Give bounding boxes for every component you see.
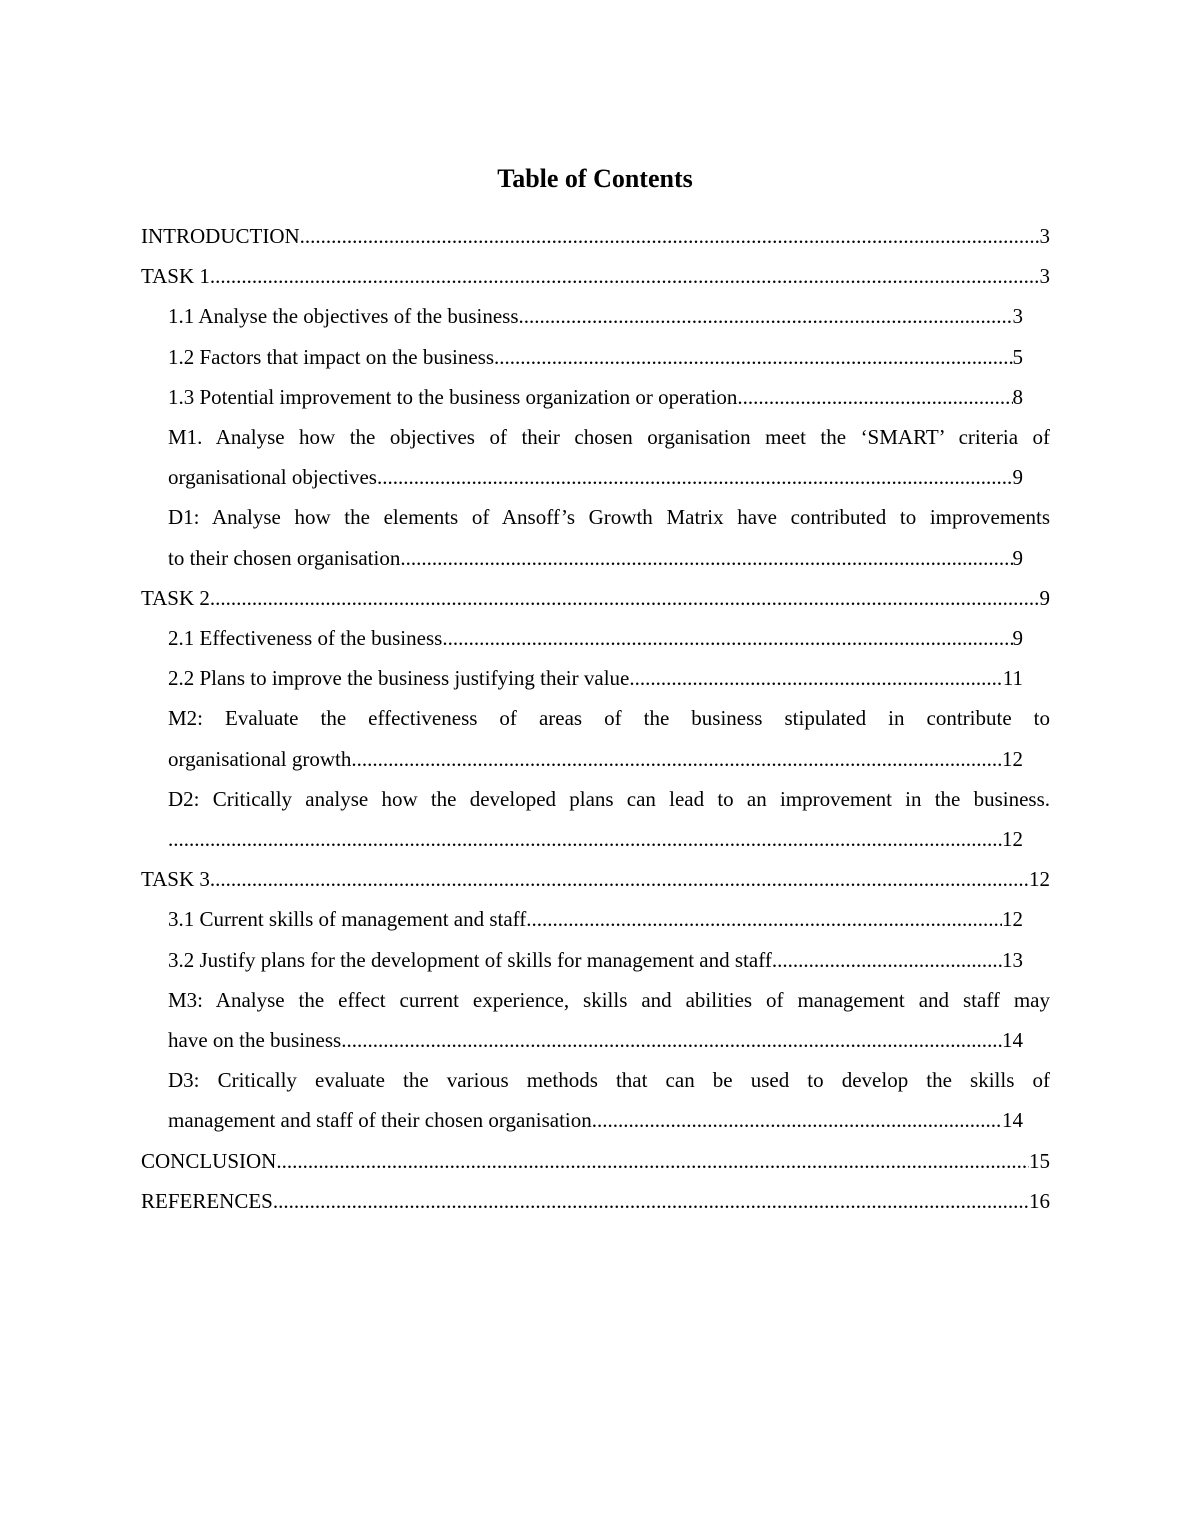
toc-page-number: 12 (1002, 827, 1023, 852)
toc-page-number: 12 (1002, 746, 1023, 771)
toc-leader-dots (300, 216, 1040, 256)
toc-entry-label: 2.2 Plans to improve the business justifying their value (168, 666, 630, 691)
toc-page-number: 16 (1029, 1188, 1050, 1213)
toc-leader-dots (210, 859, 1029, 899)
toc-entry-d2[interactable] (168, 779, 1050, 859)
toc-page-number: 13 (1002, 947, 1023, 972)
toc-leader-dots (210, 578, 1040, 618)
toc-entry-d1[interactable] (168, 497, 1050, 577)
toc-page-number: 9 (1012, 465, 1023, 490)
toc-entry-2-2[interactable] (168, 658, 1023, 698)
toc-entry-task1[interactable] (141, 256, 1050, 296)
toc-page-number: 11 (1002, 666, 1023, 691)
toc-leader-dots (629, 658, 1002, 698)
toc-entry-label: M1. Analyse how the objectives of their chosen organisation meet the ‘SMART’ criteria of (168, 425, 1050, 450)
toc-entry-3-2[interactable] (168, 940, 1023, 980)
toc-leader-dots (592, 1100, 1002, 1140)
toc-entry-m2[interactable] (168, 698, 1050, 778)
toc-entry-2-1[interactable] (168, 618, 1023, 658)
toc-leader-dots (210, 256, 1040, 296)
toc-entry-m1[interactable] (168, 417, 1050, 497)
toc-leader-dots (351, 739, 1002, 779)
toc-entry-1-3[interactable] (168, 377, 1023, 417)
toc-entry-introduction[interactable] (141, 216, 1050, 256)
toc-entry-label: 3.1 Current skills of management and staff (168, 907, 527, 932)
toc-entry-label: D2: Critically analyse how the developed plans can lead to an improvement in the business. (168, 786, 1050, 811)
toc-leader-dots (341, 1020, 1002, 1060)
toc-entry-label: D1: Analyse how the elements of Ansoff’s Growth Matrix have contributed to improvements (168, 505, 1050, 530)
toc-entry-label: 2.1 Effectiveness of the business (168, 626, 443, 651)
toc-entry-label: 1.3 Potential improvement to the business organization or operation (168, 384, 738, 409)
toc-title: Table of Contents (497, 164, 693, 193)
toc-leader-dots (772, 940, 1002, 980)
toc-entry-label-continued: organisational objectives (168, 465, 377, 490)
toc-page-number: 12 (1029, 867, 1050, 892)
toc-entry-label-continued: to their chosen organisation (168, 545, 401, 570)
toc-entry-d3[interactable] (168, 1060, 1050, 1140)
toc-entry-1-2[interactable] (168, 337, 1023, 377)
toc-leader-dots (276, 1141, 1029, 1181)
toc-entry-label: TASK 1 (141, 264, 210, 289)
toc-leader-dots (377, 457, 1013, 497)
toc-entry-label: INTRODUCTION (141, 224, 300, 248)
toc-leader-dots (519, 296, 1013, 336)
toc-entry-label: 1.2 Factors that impact on the business (168, 344, 495, 369)
toc-entry-label-continued: have on the business (168, 1028, 342, 1053)
toc-page-number: 9 (1039, 585, 1050, 610)
toc-entry-label: M2: Evaluate the effectiveness of areas of the business stipulated in contribute to (168, 706, 1050, 731)
toc-entry-label: D3: Critically evaluate the various methods that can be used to develop the skills of (168, 1068, 1050, 1093)
toc-page-number: 15 (1029, 1148, 1050, 1173)
toc-entry-label: M3: Analyse the effect current experience, skills and abilities of management and staff may (168, 987, 1050, 1012)
toc-entry-label-continued: organisational growth (168, 746, 352, 771)
toc-leader-dots (737, 377, 1012, 417)
toc-entry-m3[interactable] (168, 980, 1050, 1060)
toc-entry-label: TASK 2 (141, 585, 210, 610)
toc-page-number: 9 (1012, 626, 1023, 651)
toc-entry-label: REFERENCES (141, 1188, 273, 1213)
toc-leader-dots (168, 819, 1002, 859)
toc-entry-task3[interactable] (141, 859, 1050, 899)
table-of-contents (141, 216, 1050, 1221)
toc-entry-task2[interactable] (141, 578, 1050, 618)
toc-page-number: 12 (1002, 907, 1023, 932)
toc-entry-conclusion[interactable] (141, 1141, 1050, 1181)
toc-page-number: 8 (1012, 384, 1023, 409)
toc-leader-dots (273, 1181, 1029, 1221)
toc-page-number: 3 (1039, 264, 1050, 289)
toc-entry-3-1[interactable] (168, 899, 1023, 939)
toc-entry-1-1[interactable] (168, 296, 1023, 336)
toc-entry-label: TASK 3 (141, 867, 210, 892)
toc-page-number: 5 (1012, 344, 1023, 369)
toc-leader-dots (400, 538, 1012, 578)
toc-page-number: 14 (1002, 1108, 1023, 1133)
toc-entry-label: CONCLUSION (141, 1148, 277, 1173)
toc-page-number: 3 (1039, 224, 1050, 248)
toc-entry-label: 1.1 Analyse the objectives of the business (168, 304, 519, 329)
toc-page-number: 3 (1012, 304, 1023, 329)
toc-entry-label-continued: management and staff of their chosen organisation (168, 1108, 592, 1133)
toc-leader-dots (494, 337, 1012, 377)
toc-leader-dots (526, 899, 1002, 939)
toc-leader-dots (442, 618, 1012, 658)
toc-page-number: 14 (1002, 1028, 1023, 1053)
toc-entry-references[interactable] (141, 1181, 1050, 1221)
toc-entry-label: 3.2 Justify plans for the development of skills for management and staff (168, 947, 772, 972)
toc-page-number: 9 (1012, 545, 1023, 570)
